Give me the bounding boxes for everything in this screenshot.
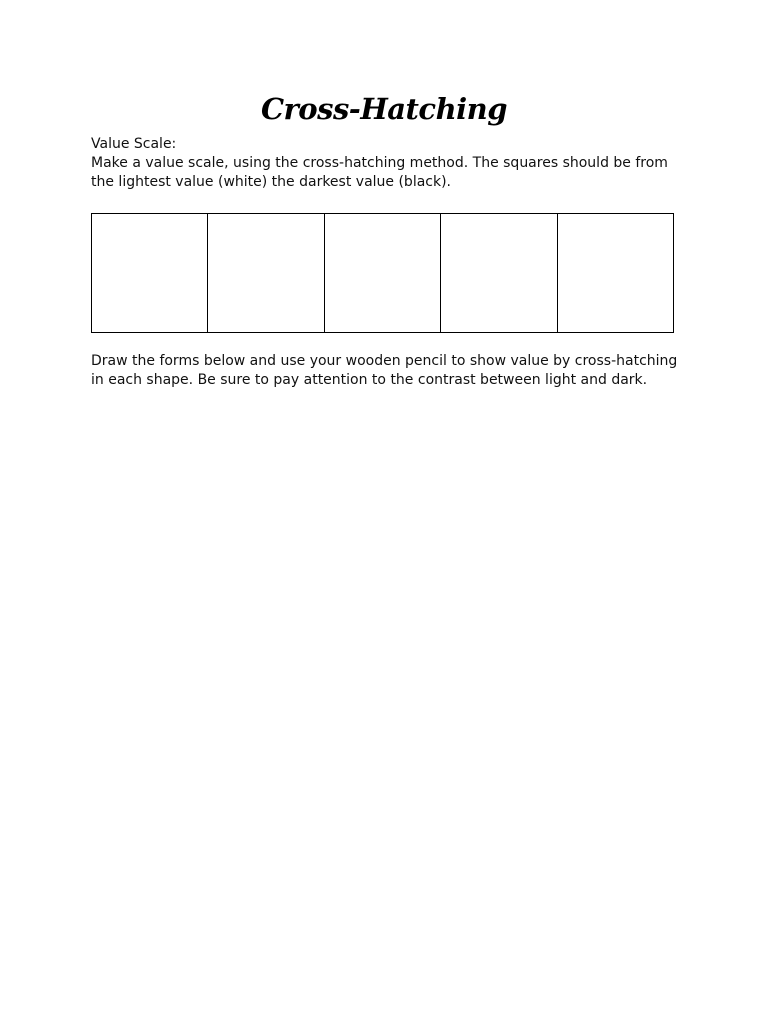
value-scale-label: Value Scale:	[91, 136, 177, 152]
value-box-4	[441, 214, 557, 332]
value-box-5	[558, 214, 673, 332]
forms-instructions: Draw the forms below and use your wooden pencil to show value by cross-hatching in each shape. Be sure to pay attention to the contrast between light and dark.	[91, 353, 678, 388]
page-title: Cross-Hatching	[260, 92, 508, 126]
value-box-1	[92, 214, 208, 332]
value-scale-instructions: Make a value scale, using the cross-hatching method. The squares should be from the lightest value (white) the darkest value (black).	[91, 155, 668, 190]
value-box-2	[208, 214, 324, 332]
value-scale-grid	[91, 213, 674, 333]
value-box-3	[325, 214, 441, 332]
